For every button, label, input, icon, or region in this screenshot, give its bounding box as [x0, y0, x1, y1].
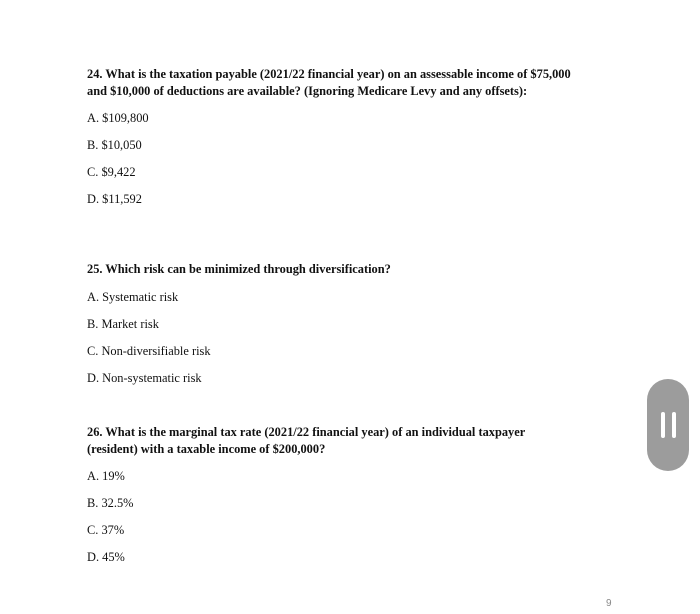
scroll-handle[interactable]	[647, 379, 689, 471]
question-25-options	[87, 289, 577, 397]
question-26-option-a: A. 19%	[87, 469, 125, 483]
question-25-option-a: A. Systematic risk	[87, 289, 179, 304]
question-26-option-b: B. 32.5%	[87, 496, 134, 510]
grip-icon-bar-left	[661, 412, 665, 438]
question-24-option-a: A. $109,800	[87, 111, 149, 125]
question-24-option-c: C. $9,422	[87, 165, 136, 179]
question-25-option-c: C. Non-diversifiable risk	[87, 343, 211, 358]
question-25-text: 25. Which risk can be minimized through diversification?	[87, 262, 391, 276]
question-24-option-d: D. $11,592	[87, 192, 142, 206]
question-24-text: 24. What is the taxation payable (2021/22 financial year) on an assessable income of $75,000 and $10,000 of deductions are available? (Ignoring Medicare Levy and any offsets):	[87, 67, 571, 98]
question-26-options	[87, 468, 577, 576]
question-25-option-b: B. Market risk	[87, 316, 159, 331]
question-24-option-b: B. $10,050	[87, 138, 142, 152]
question-24	[87, 66, 577, 218]
question-25-option-d: D. Non-systematic risk	[87, 370, 202, 385]
page-number: 9	[606, 598, 612, 609]
question-25	[87, 261, 577, 397]
question-26-option-c: C. 37%	[87, 523, 125, 537]
question-26	[87, 424, 577, 576]
question-26-text: 26. What is the marginal tax rate (2021/22 financial year) of an individual taxpayer (resident) with a taxable income of $200,000?	[87, 425, 526, 456]
grip-icon-bar-right	[672, 412, 676, 438]
question-24-options	[87, 110, 577, 218]
question-26-option-d: D. 45%	[87, 550, 125, 564]
